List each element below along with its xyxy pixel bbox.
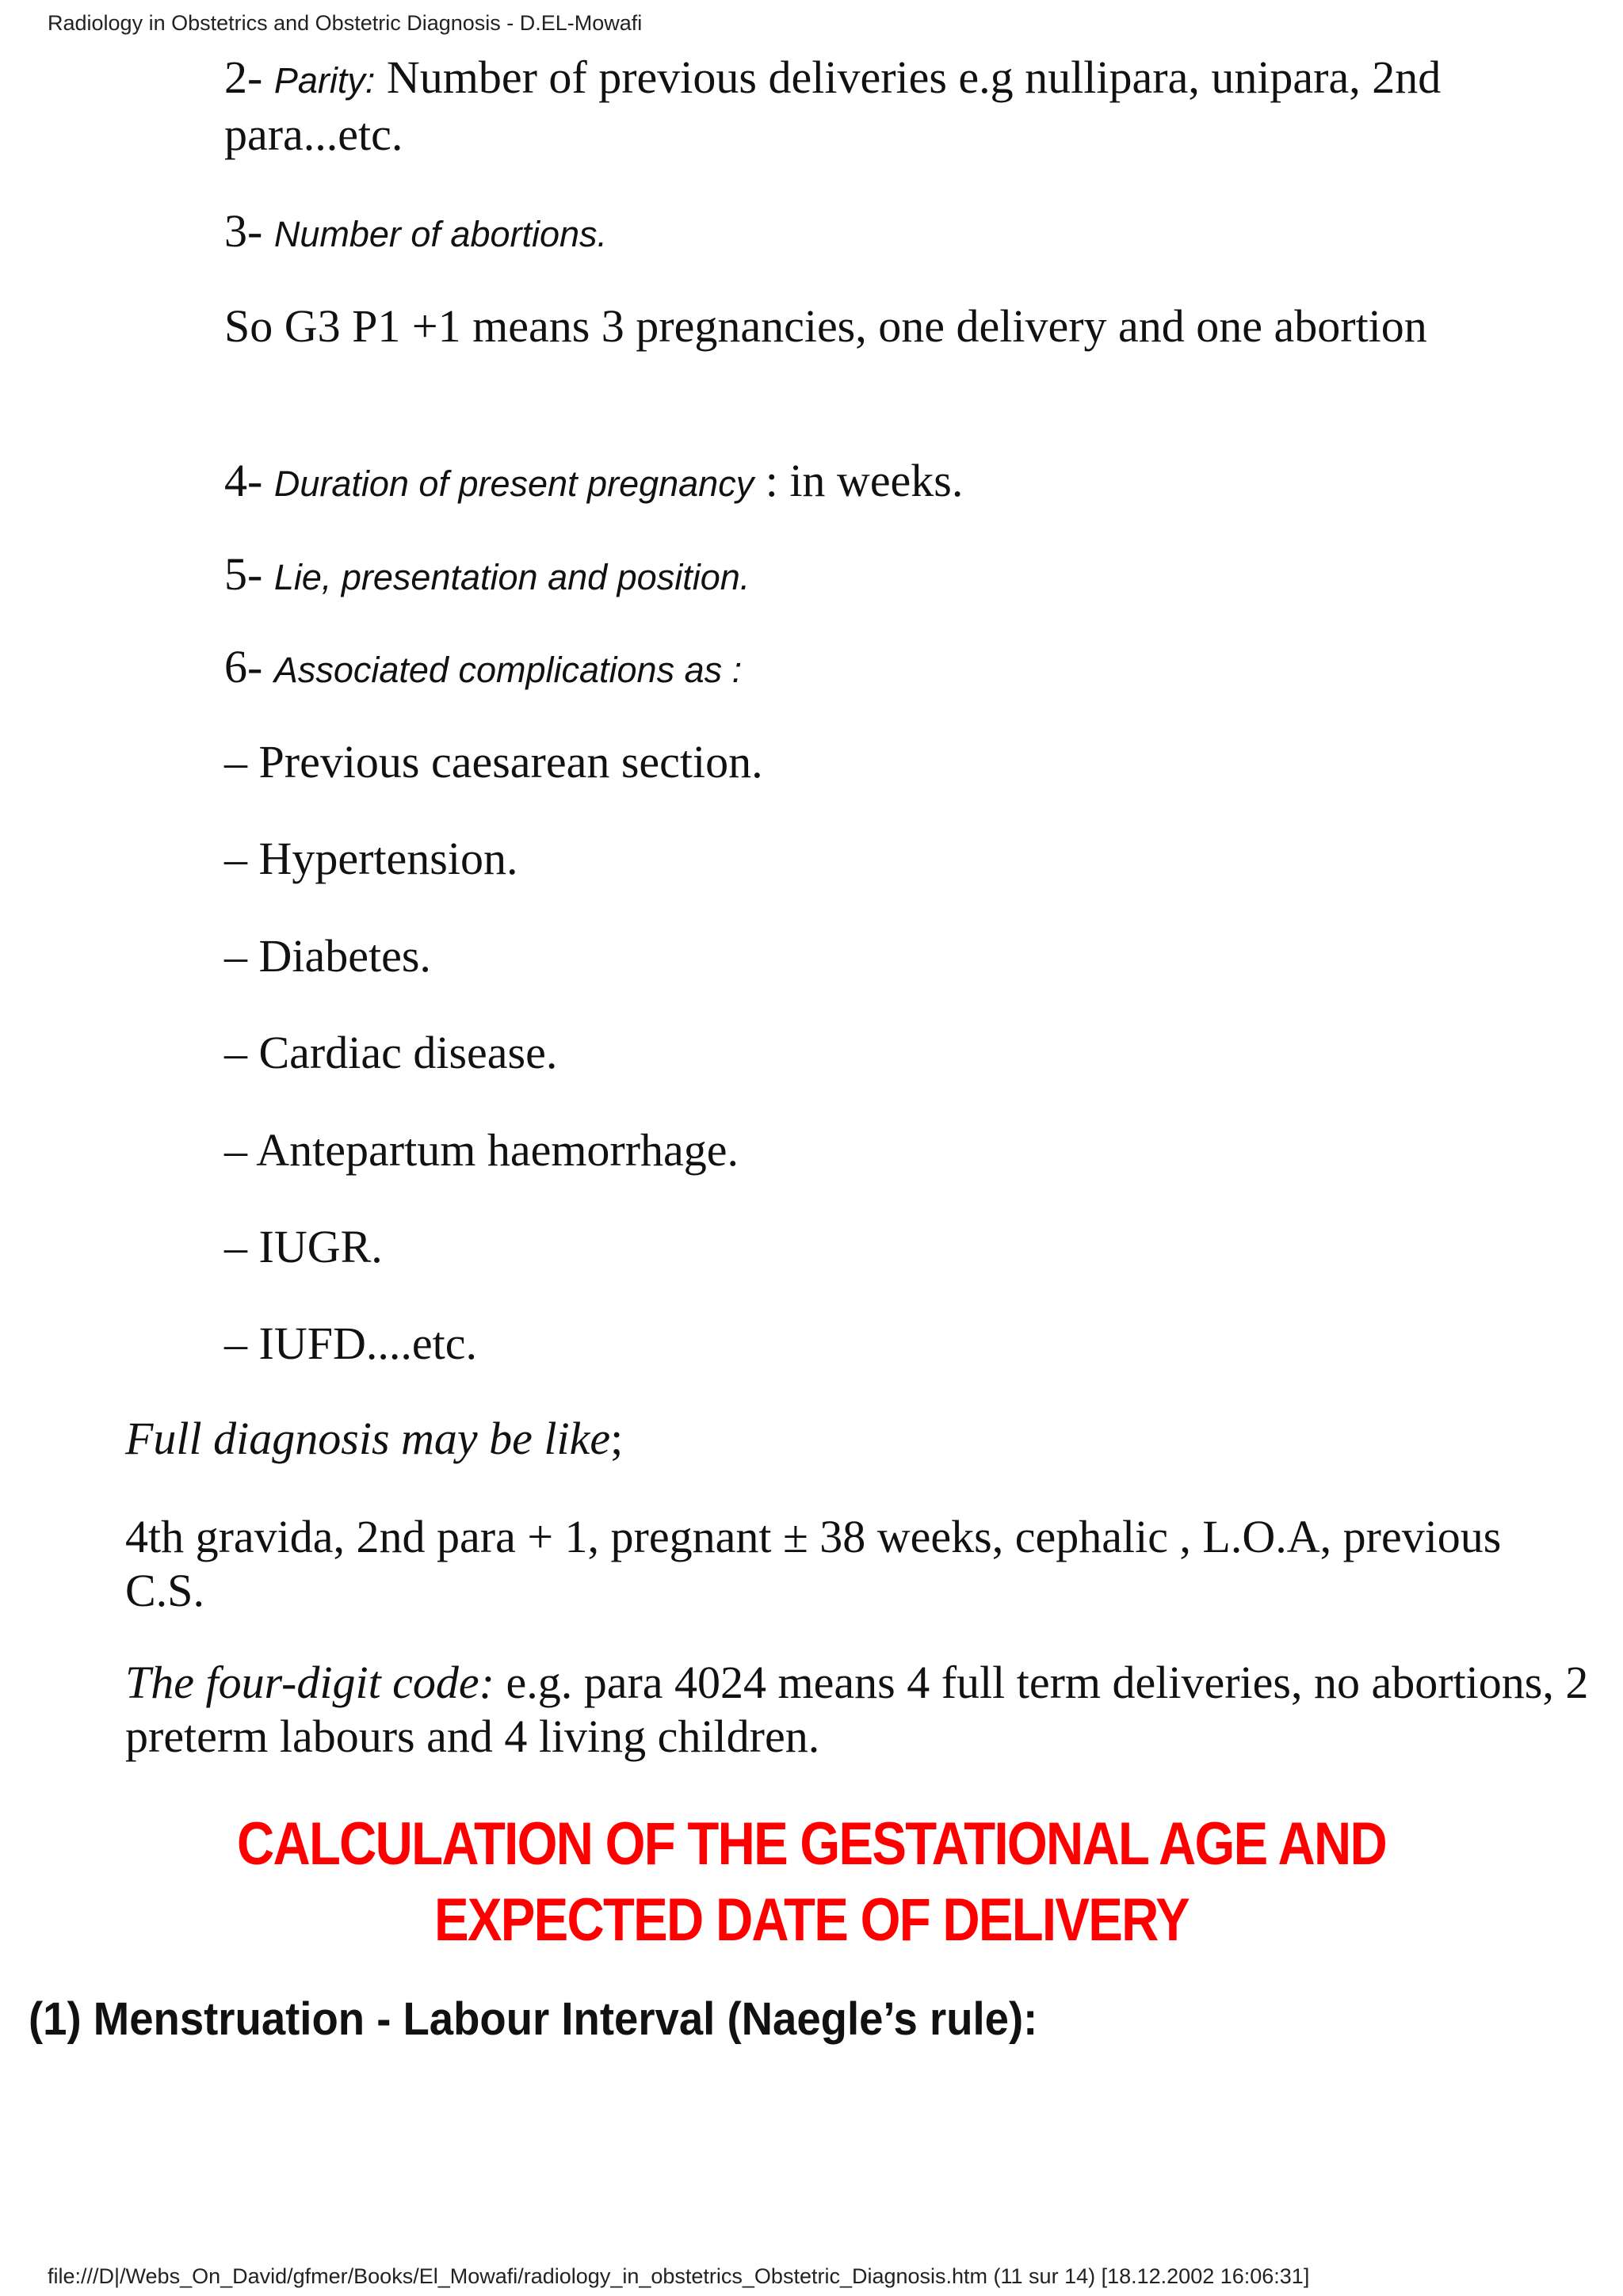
complication-list-item: – IUFD....etc. bbox=[224, 1318, 477, 1369]
duration-item bbox=[224, 454, 1571, 511]
parity-label: Parity: bbox=[273, 60, 376, 101]
page-header: Radiology in Obstetrics and Obstetric Diagnosis - D.EL-Mowafi bbox=[48, 11, 643, 35]
parity-item bbox=[224, 51, 1571, 162]
complications-item bbox=[224, 640, 1571, 697]
item-number: 2- bbox=[224, 51, 263, 103]
item-number: 3- bbox=[224, 205, 263, 257]
complication-list-item: – Antepartum haemorrhage. bbox=[224, 1124, 739, 1176]
lie-label: Lie, presentation and position. bbox=[273, 557, 750, 597]
parity-text: Number of previous deliveries e.g nullipara, unipara, 2nd para...etc. bbox=[224, 51, 1442, 160]
full-diagnosis-example: 4th gravida, 2nd para + 1, pregnant ± 38 weeks, cephalic , L.O.A, previous C.S. bbox=[125, 1511, 1502, 1616]
complication-list-item: – IUGR. bbox=[224, 1221, 383, 1272]
complication-list-item: – Hypertension. bbox=[224, 833, 518, 884]
complication-list-item: – Cardiac disease. bbox=[224, 1027, 558, 1078]
item-number: 6- bbox=[224, 641, 263, 692]
section-heading: CALCULATION OF THE GESTATIONAL AGE AND EXPECTED DATE OF DELIVERY bbox=[237, 1810, 1386, 1954]
abortions-label: Number of abortions. bbox=[273, 214, 608, 254]
lie-item bbox=[224, 547, 1571, 605]
item-number: 5- bbox=[224, 548, 263, 600]
four-digit-code-paragraph bbox=[125, 1656, 1591, 1764]
duration-label: Duration of present pregnancy bbox=[273, 463, 754, 504]
item-number: 4- bbox=[224, 455, 263, 506]
full-diagnosis-suffix: ; bbox=[610, 1413, 624, 1464]
four-digit-code-text: e.g. para 4024 means 4 full term deliveries, no abortions, 2 preterm labours and 4 living children. bbox=[125, 1657, 1589, 1762]
complications-label: Associated complications as : bbox=[273, 650, 743, 690]
page-footer: file:///D|/Webs_On_David/gfmer/Books/El_Mowafi/radiology_in_obstetrics_Obstetric_Diagnosis.htm (11 sur 14) [18.12.2002 16:06:31] bbox=[48, 2264, 1310, 2288]
example-paragraph: So G3 P1 +1 means 3 pregnancies, one delivery and one abortion bbox=[224, 300, 1427, 352]
duration-text: : in weeks. bbox=[754, 455, 964, 506]
abortions-item bbox=[224, 204, 1571, 261]
complication-list-item: – Previous caesarean section. bbox=[224, 736, 763, 788]
four-digit-code-label: The four-digit code: bbox=[125, 1657, 495, 1708]
subsection-heading: (1) Menstruation - Labour Interval (Naegle’s rule): bbox=[29, 1993, 1038, 2045]
full-diagnosis-label bbox=[125, 1412, 1591, 1466]
full-diagnosis-label-text: Full diagnosis may be like bbox=[125, 1413, 611, 1464]
complication-list-item: – Diabetes. bbox=[224, 930, 431, 982]
